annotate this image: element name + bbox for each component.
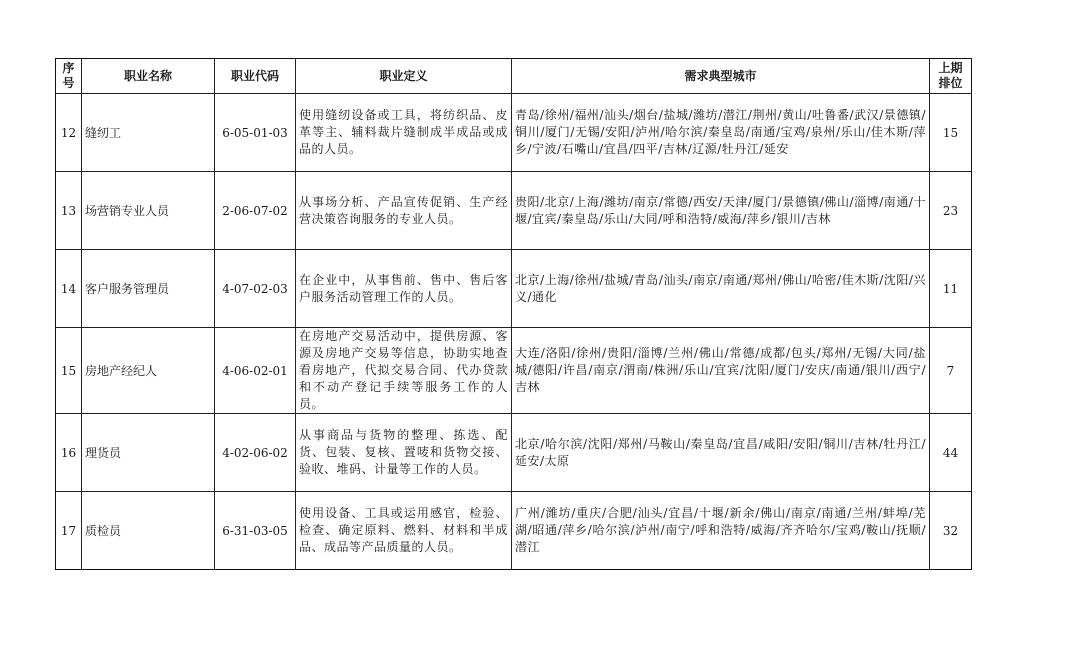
row-cities: 大连/洛阳/徐州/贵阳/淄博/兰州/佛山/常德/成都/包头/郑州/无锡/大同/盐城/德阳/许昌/南京/渭南/株洲/乐山/宜宾/沈阳/厦门/安庆/南通/银川/西宁/吉林 [512, 328, 930, 414]
row-occupation-name: 房地产经纪人 [82, 328, 215, 414]
row-occupation-name: 理货员 [82, 414, 215, 492]
row-num: 13 [56, 172, 82, 250]
row-num: 12 [56, 94, 82, 172]
row-cities: 贵阳/北京/上海/潍坊/南京/常德/西安/天津/厦门/景德镇/佛山/淄博/南通/十堰/宜宾/秦皇岛/乐山/大同/呼和浩特/威海/萍乡/银川/吉林 [512, 172, 930, 250]
row-cities: 北京/哈尔滨/沈阳/郑州/马鞍山/秦皇岛/宜昌/咸阳/安阳/铜川/吉林/牡丹江/延安/太原 [512, 414, 930, 492]
row-rank: 32 [930, 492, 972, 570]
row-cities: 青岛/徐州/福州/汕头/烟台/盐城/潍坊/潜江/荆州/黄山/吐鲁番/武汉/景德镇/铜川/厦门/无锡/安阳/泸州/哈尔滨/秦皇岛/南通/宝鸡/泉州/乐山/佳木斯/萍乡/宁波/石嘴山/宜昌/四平/吉林/辽源/牡丹江/延安 [512, 94, 930, 172]
row-occupation-code: 2-06-07-02 [215, 172, 296, 250]
row-occupation-code: 4-02-06-02 [215, 414, 296, 492]
table-row [56, 250, 972, 328]
header-definition: 职业定义 [296, 59, 512, 94]
row-definition: 在企业中，从事售前、售中、售后客户服务活动管理工作的人员。 [296, 250, 512, 328]
table-row [56, 492, 972, 570]
table-row [56, 414, 972, 492]
row-rank: 15 [930, 94, 972, 172]
table-header-row [56, 59, 972, 94]
table-row [56, 94, 972, 172]
header-num: 序号 [56, 59, 82, 94]
row-occupation-code: 6-31-03-05 [215, 492, 296, 570]
table-row [56, 172, 972, 250]
table-row [56, 328, 972, 414]
row-rank: 23 [930, 172, 972, 250]
row-rank: 7 [930, 328, 972, 414]
row-occupation-name: 场营销专业人员 [82, 172, 215, 250]
row-num: 16 [56, 414, 82, 492]
row-occupation-code: 6-05-01-03 [215, 94, 296, 172]
row-occupation-name: 客户服务管理员 [82, 250, 215, 328]
header-cities: 需求典型城市 [512, 59, 930, 94]
row-definition: 从事场分析、产品宣传促销、生产经营决策咨询服务的专业人员。 [296, 172, 512, 250]
row-cities: 广州/潍坊/重庆/合肥/汕头/宜昌/十堰/新余/佛山/南京/南通/兰州/蚌埠/芜湖/昭通/萍乡/哈尔滨/泸州/南宁/呼和浩特/威海/齐齐哈尔/宝鸡/鞍山/抚顺/潜江 [512, 492, 930, 570]
row-definition: 使用缝纫设备或工具，将纺织品、皮革等主、辅料裁片缝制成半成品或成品的人员。 [296, 94, 512, 172]
row-rank: 11 [930, 250, 972, 328]
row-definition: 在房地产交易活动中，提供房源、客源及房地产交易等信息，协助实地查看房地产，代拟交易合同、代办贷款和不动产登记手续等服务工作的人员。 [296, 328, 512, 414]
header-name: 职业名称 [82, 59, 215, 94]
occupation-demand-table [55, 58, 972, 570]
row-num: 17 [56, 492, 82, 570]
row-occupation-code: 4-07-02-03 [215, 250, 296, 328]
row-occupation-name: 缝纫工 [82, 94, 215, 172]
row-num: 15 [56, 328, 82, 414]
row-cities: 北京/上海/徐州/盐城/青岛/汕头/南京/南通/郑州/佛山/哈密/佳木斯/沈阳/兴义/通化 [512, 250, 930, 328]
header-rank: 上期排位 [930, 59, 972, 94]
row-rank: 44 [930, 414, 972, 492]
row-occupation-code: 4-06-02-01 [215, 328, 296, 414]
row-num: 14 [56, 250, 82, 328]
header-code: 职业代码 [215, 59, 296, 94]
row-definition: 使用设备、工具或运用感官，检验、检查、确定原料、燃料、材料和半成品、成品等产品质量的人员。 [296, 492, 512, 570]
row-occupation-name: 质检员 [82, 492, 215, 570]
row-definition: 从事商品与货物的整理、拣选、配货、包装、复核、置唛和货物交接、验收、堆码、计量等工作的人员。 [296, 414, 512, 492]
